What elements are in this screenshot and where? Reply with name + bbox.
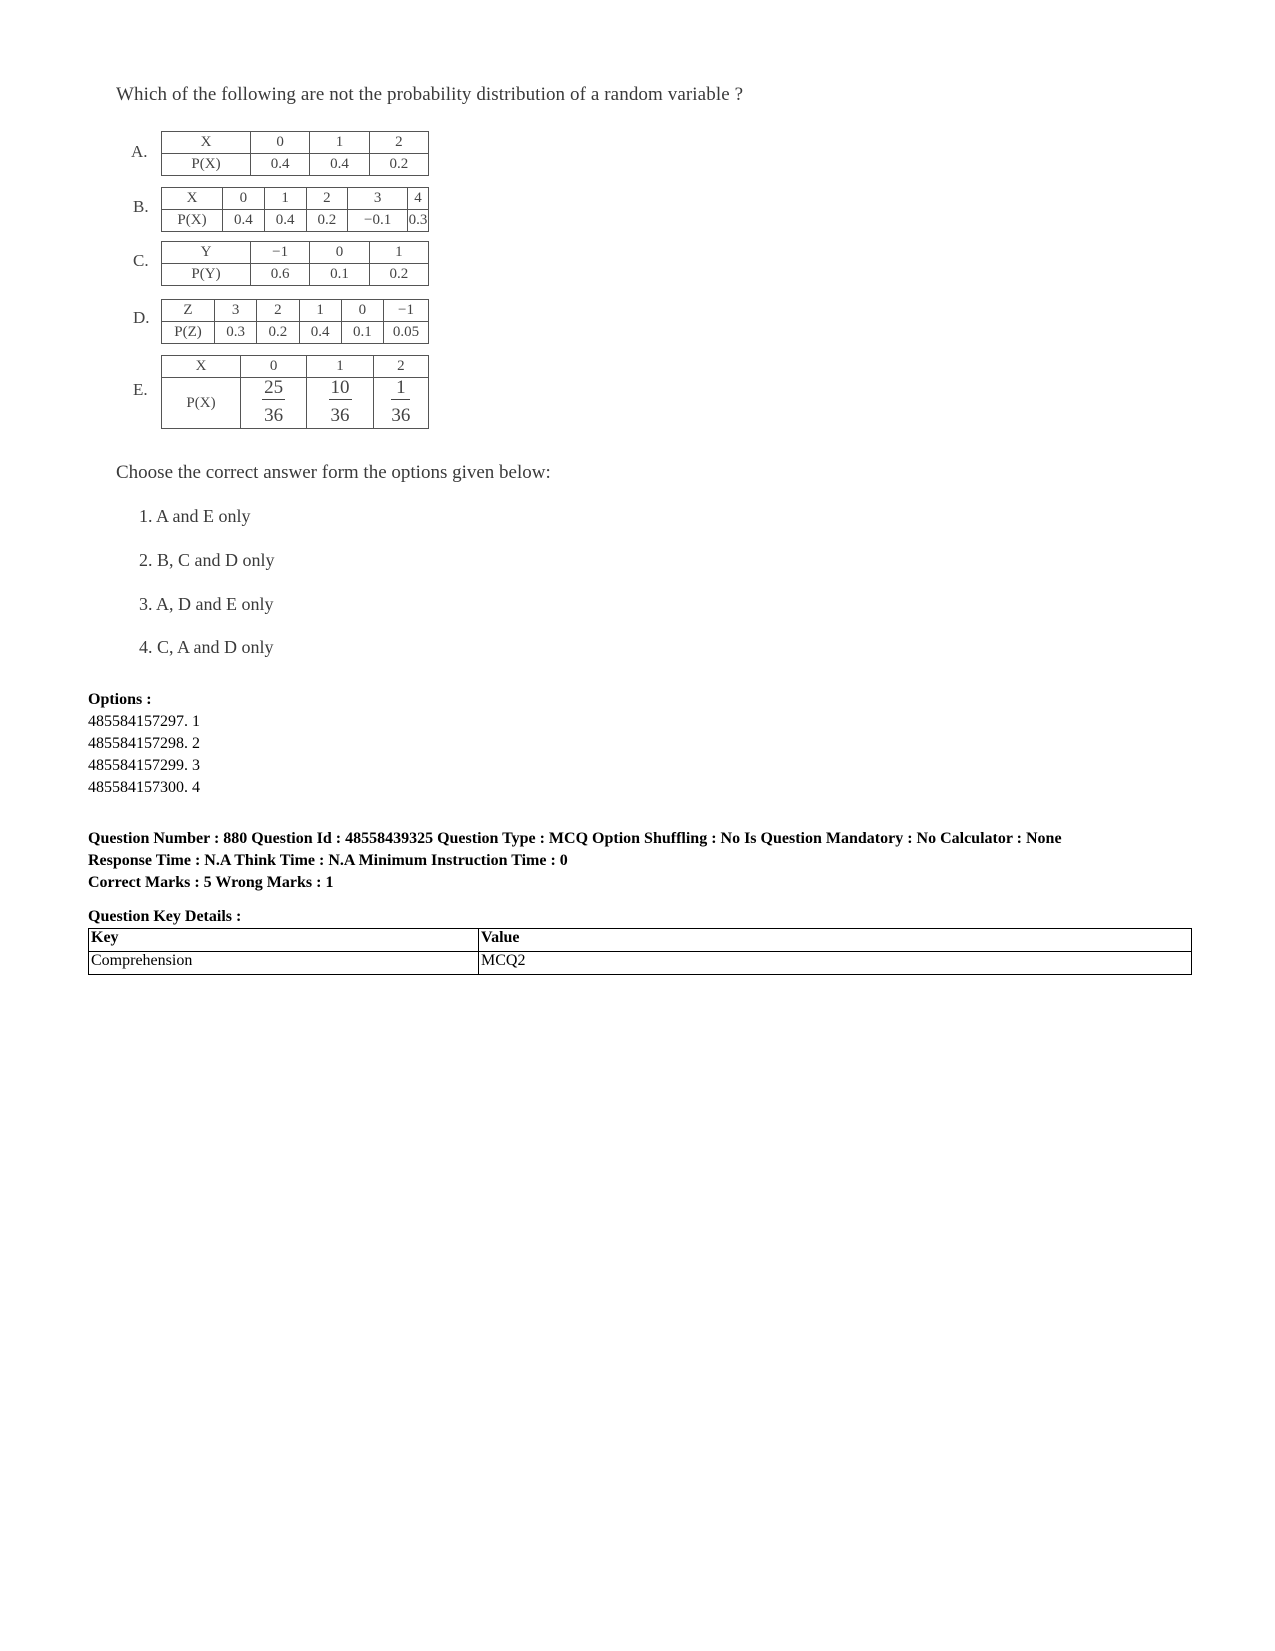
table-cell: 0 xyxy=(251,132,310,154)
table-cell: 3 xyxy=(348,188,408,210)
table-cell: 2 xyxy=(257,300,299,322)
key-details-table xyxy=(88,928,1192,975)
meta-line: Question Number : 880 Question Id : 48558439325 Question Type : MCQ Option Shuffling : No Is Question Mandatory : No Calculator : None xyxy=(88,830,1062,847)
key-cell: Comprehension xyxy=(89,952,479,975)
table-cell: 0 xyxy=(341,300,383,322)
meta-line: Correct Marks : 5 Wrong Marks : 1 xyxy=(88,874,334,891)
table-cell: −1 xyxy=(251,242,310,264)
table-cell: 2 xyxy=(306,188,348,210)
table-cell: P(X) xyxy=(162,210,223,232)
table-cell: 0.4 xyxy=(223,210,265,232)
table-cell: 0.4 xyxy=(299,322,341,344)
table-cell: P(Z) xyxy=(162,322,215,344)
table-cell: P(X) xyxy=(162,154,251,176)
option-item: 485584157300. 4 xyxy=(88,779,200,796)
fraction-numerator: 1 xyxy=(391,378,410,400)
question-image xyxy=(0,0,1275,680)
option-item: 485584157299. 3 xyxy=(88,757,200,774)
answer-option: 2. B, C and D only xyxy=(139,550,275,570)
table-cell: 0.4 xyxy=(310,154,369,176)
table-cell: 2 xyxy=(369,132,428,154)
table-cell: P(X) xyxy=(162,378,241,429)
table-cell: 0.2 xyxy=(257,322,299,344)
table-cell: P(Y) xyxy=(162,264,251,286)
table-cell: 0.3 xyxy=(408,210,429,232)
table-cell: 0 xyxy=(241,356,307,378)
table-cell xyxy=(241,378,307,429)
option-item: 485584157297. 1 xyxy=(88,713,200,730)
table-cell: 1 xyxy=(369,242,428,264)
distribution-label-e: E. xyxy=(133,380,148,399)
distribution-table-b xyxy=(161,187,429,232)
value-cell: MCQ2 xyxy=(479,952,1192,975)
distribution-label-d: D. xyxy=(133,308,150,327)
answer-option: 3. A, D and E only xyxy=(139,594,274,614)
table-cell: −1 xyxy=(384,300,429,322)
table-cell: 1 xyxy=(264,188,306,210)
key-details-heading: Question Key Details : xyxy=(88,908,242,925)
distribution-label-b: B. xyxy=(133,197,149,216)
distribution-label-c: C. xyxy=(133,251,149,270)
question-meta xyxy=(88,828,1062,894)
table-cell: 1 xyxy=(307,356,373,378)
options-section xyxy=(88,689,200,799)
table-cell: X xyxy=(162,188,223,210)
table-cell xyxy=(373,378,428,429)
table-cell: −0.1 xyxy=(348,210,408,232)
table-cell xyxy=(307,378,373,429)
table-cell: X xyxy=(162,132,251,154)
table-cell: 0 xyxy=(310,242,369,264)
distribution-label-a: A. xyxy=(131,142,148,161)
fraction xyxy=(262,378,285,425)
table-cell: 0.2 xyxy=(369,154,428,176)
fraction-numerator: 10 xyxy=(330,377,350,398)
options-heading: Options : xyxy=(88,691,152,708)
table-cell: Y xyxy=(162,242,251,264)
table-cell: 4 xyxy=(408,188,429,210)
answer-option: 1. A and E only xyxy=(139,506,251,526)
option-item: 485584157298. 2 xyxy=(88,735,200,752)
table-cell: Z xyxy=(162,300,215,322)
answer-option: 4. C, A and D only xyxy=(139,637,274,657)
distribution-table-e xyxy=(161,355,429,429)
table-cell: 0.2 xyxy=(369,264,428,286)
table-cell: X xyxy=(162,356,241,378)
fraction-numerator: 25 xyxy=(264,377,284,398)
table-cell: 0.05 xyxy=(384,322,429,344)
fraction-denominator: 36 xyxy=(391,405,411,426)
meta-line: Response Time : N.A Think Time : N.A Minimum Instruction Time : 0 xyxy=(88,852,568,869)
table-cell: 0.4 xyxy=(264,210,306,232)
table-cell: 0.4 xyxy=(251,154,310,176)
table-cell: 1 xyxy=(299,300,341,322)
table-cell: 0.1 xyxy=(310,264,369,286)
choose-instruction: Choose the correct answer form the options given below: xyxy=(116,462,551,483)
distribution-table-d xyxy=(161,299,429,344)
fraction-denominator: 36 xyxy=(264,405,284,426)
distribution-table-c xyxy=(161,241,429,286)
table-cell: 0 xyxy=(223,188,265,210)
table-cell: 3 xyxy=(215,300,257,322)
table-cell: 0.6 xyxy=(251,264,310,286)
key-header: Key xyxy=(89,929,479,952)
table-cell: 0.3 xyxy=(215,322,257,344)
value-header: Value xyxy=(479,929,1192,952)
question-text: Which of the following are not the probability distribution of a random variable ? xyxy=(116,84,744,105)
fraction xyxy=(391,378,410,425)
fraction xyxy=(329,378,352,425)
fraction-denominator: 36 xyxy=(330,405,350,426)
table-cell: 1 xyxy=(310,132,369,154)
table-cell: 0.1 xyxy=(341,322,383,344)
table-cell: 2 xyxy=(373,356,428,378)
table-cell: 0.2 xyxy=(306,210,348,232)
distribution-table-a xyxy=(161,131,429,176)
